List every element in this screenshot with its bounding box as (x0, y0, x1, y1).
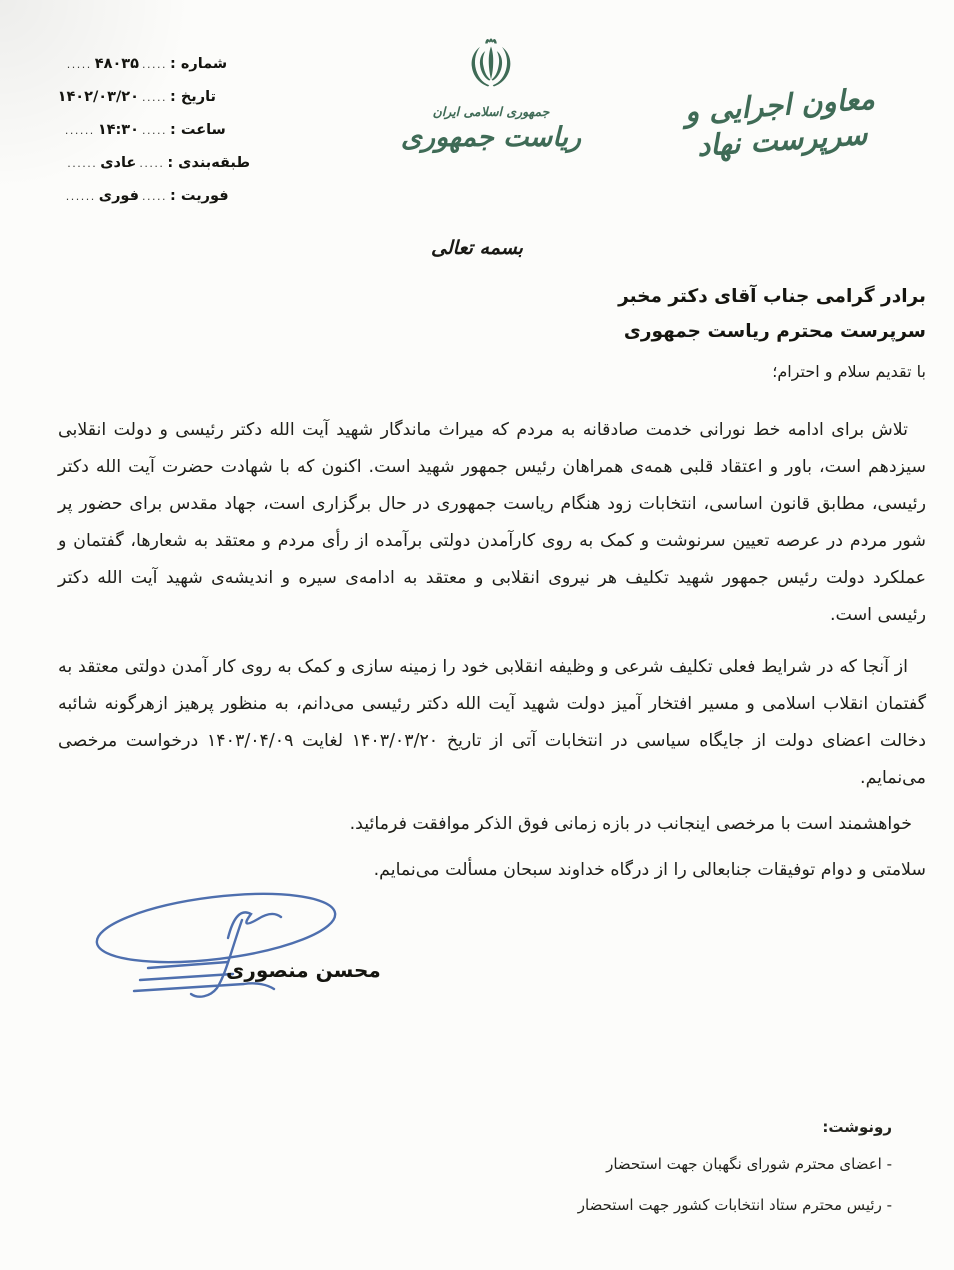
signer-name: محسن منصوری (226, 958, 381, 982)
dotted-leader: ...... (65, 190, 96, 203)
time-label: ساعت : (170, 122, 226, 138)
org-department: ریاست جمهوری (400, 122, 582, 153)
dotted-leader: ..... (142, 91, 167, 104)
dotted-leader: ...... (67, 157, 98, 170)
recipient-title: سرپرست محترم ریاست جمهوری (623, 321, 926, 342)
time-value: ۱۴:۳۰ (97, 122, 140, 138)
closing-request: خواهشمند است با مرخصی اینجانب در بازه زمانی فوق الذکر موافقت فرمائید. (349, 814, 912, 834)
meta-block (30, 56, 250, 221)
cc-title: رونوشت: (822, 1118, 892, 1136)
number-value: ۴۸۰۳۵ (94, 56, 140, 72)
urgency-label: فوریت : (170, 188, 229, 204)
dotted-leader: ..... (66, 58, 92, 71)
letterhead-center (381, 32, 601, 153)
body-paragraph-2: از آنجا که در شرایط فعلی تکلیف شرعی و وظیفه انقلابی خود را زمینه سازی و کمک به روی کار آمدن دولتی معتقد به گفتمان انقلاب اسلامی و مسیر افتخار آمیز دولت شهید آیت الله دکتر رئیسی می‌دانم، به منظور پرهیز ازهرگونه شائبه دخالت اعضای دولت از جایگاه سیاسی در انتخابات آتی از تاریخ ۱۴۰۳/۰۳/۲۰ لغایت ۱۴۰۳/۰۴/۰۹ درخواست مرخصی می‌نمایم. (58, 657, 926, 788)
cc-item-election-hq: - رئیس محترم ستاد انتخابات کشور جهت استحضار (577, 1196, 892, 1214)
number-label: شماره : (170, 56, 228, 72)
dotted-leader: ..... (142, 58, 167, 71)
body-paragraph-1: تلاش برای ادامه خط نورانی خدمت صادقانه به مردم که میراث ماندگار شهید آیت الله دکتر رئیسی و دولت انقلابی سیزدهم است، باور و اعتقاد قلبی همه‌ی همراهان رئیس جمهور شهید است. اکنون که با شهادت حضرت آیت الله دکتر رئیسی، مطابق قانون اساسی، انتخابات زود هنگام ریاست جمهوری در حال برگزاری است، جهاد مقدس برای حضور پر شور مردم در عرصه تعیین سرنوشت و کمک به روی کارآمدن دولتی برآمده از رأی مردم و معتقد به شعارها، گفتمان و عملکرد دولت رئیس جمهور شهید تکلیف هر نیروی انقلابی و معتقد به ادامه‌ی سیره و اندیشه‌ی شهید آیت الله دکتر رئیسی است. (58, 420, 926, 625)
handwritten-signature-icon (76, 888, 356, 1008)
meta-row-date (30, 89, 250, 105)
meta-row-number (30, 56, 250, 72)
recipient-block (618, 279, 926, 381)
classification-value: عادی (100, 155, 137, 171)
date-label: تاریخ : (170, 89, 216, 105)
classification-label: طبقه‌بندی : (167, 155, 250, 171)
recipient-name: برادر گرامی جناب آقای دکتر مخبر (618, 286, 926, 307)
cc-item-guardian-council: - اعضای محترم شورای نگهبان جهت استحضار (606, 1155, 892, 1173)
dotted-leader: ..... (139, 157, 165, 170)
iran-emblem-icon (462, 32, 520, 98)
cc-block (578, 1110, 892, 1226)
signature-block (76, 888, 416, 1018)
dotted-leader: ...... (64, 124, 95, 137)
dotted-leader: ..... (142, 124, 167, 137)
dotted-leader: ..... (142, 190, 167, 203)
closing-prayer: سلامتی و دوام توفیقات جنابعالی را از درگاه خداوند سبحان مسألت می‌نمایم. (373, 860, 926, 880)
date-value: ۱۴۰۲/۰۳/۲۰ (57, 89, 140, 105)
meta-row-urgency (30, 188, 250, 204)
meta-row-time (30, 122, 250, 138)
salutation: با تقدیم سلام و احترام؛ (772, 362, 926, 381)
org-name: جمهوری اسلامی ایران (432, 104, 550, 119)
besmele: بسمه تعالی (431, 237, 523, 259)
letter-body (58, 412, 926, 889)
meta-row-classification (30, 155, 250, 171)
urgency-value: فوری (98, 188, 140, 204)
office-title: معاون اجرایی و سرپرست نهاد (683, 81, 876, 163)
